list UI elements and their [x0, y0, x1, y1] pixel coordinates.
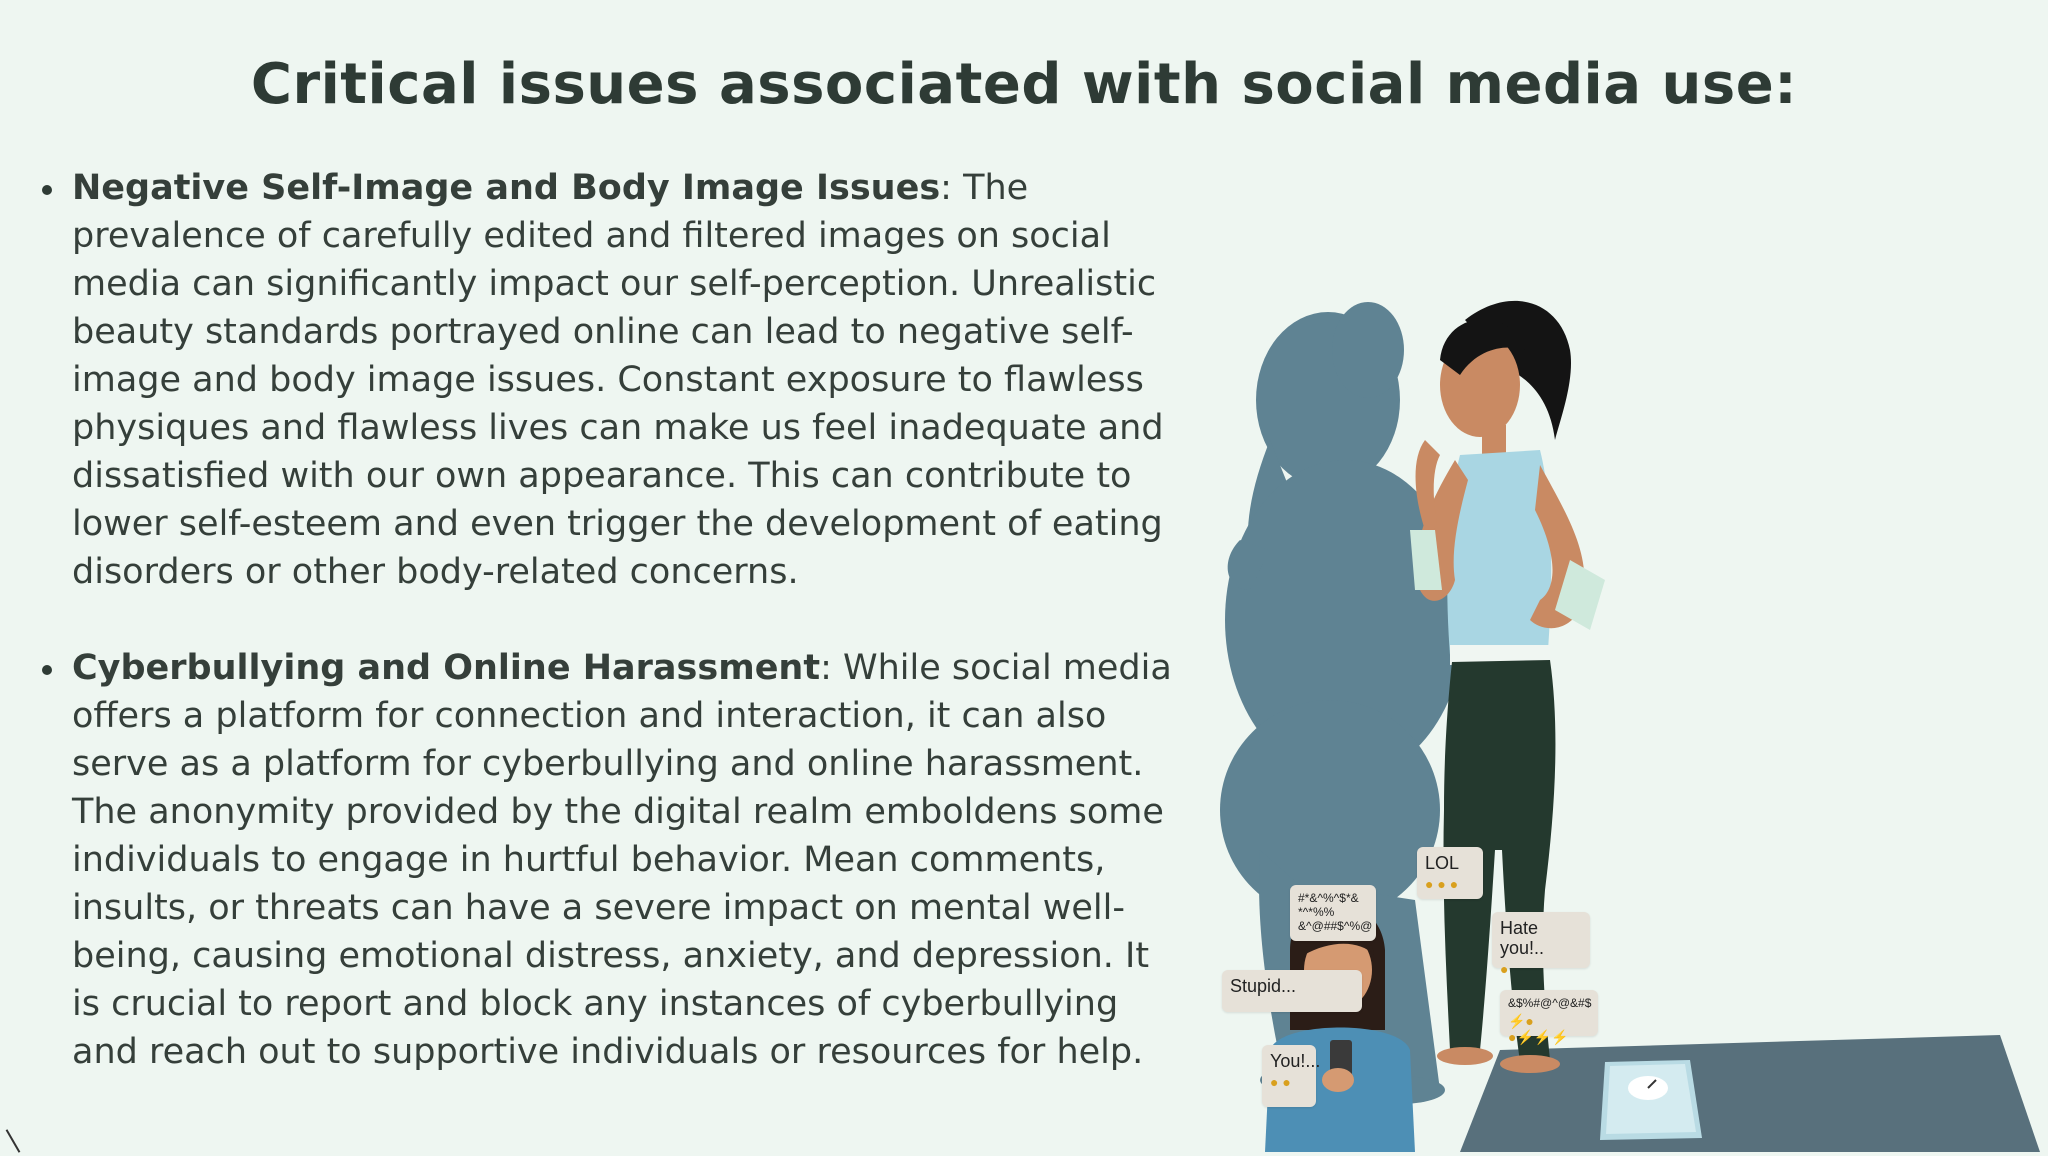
bullet-heading: Negative Self-Image and Body Image Issues	[72, 168, 941, 208]
chat-text: &$%#@^@&#$	[1508, 996, 1592, 1010]
chat-text: Hate you!..	[1500, 918, 1545, 958]
slide-title: Critical issues associated with social media use:	[250, 52, 1798, 117]
chat-bubble-lol	[1417, 847, 1483, 899]
bullet-body: : The prevalence of carefully edited and filtered images on social media can significantly impact our self-perception. Unrealistic beauty standards portrayed online can lead to negative self-image and body image issues. Constant exposure to flawless physiques and flawless lives can make us feel inadequate and dissatisfied with our own appearance. This can contribute to lower self-esteem and even trigger the development of eating disorders or other body-related concerns.	[72, 168, 1164, 592]
emoji-icon: ● ●	[1270, 1074, 1291, 1090]
body-image-illustration	[1210, 290, 2040, 1152]
bullet-list	[38, 164, 1188, 1124]
chat-bubble-hate	[1492, 912, 1590, 977]
bullet-item-cyberbullying	[38, 644, 1188, 1076]
bullet-heading: Cyberbullying and Online Harassment	[72, 648, 821, 688]
emoji-icon: ●	[1500, 961, 1509, 977]
bullet-dot	[42, 185, 52, 195]
bullet-body: : While social media offers a platform for connection and interaction, it can also serve as a platform for cyberbullying and online harassment. The anonymity provided by the digital realm emboldens some individuals to engage in hurtful behavior. Mean comments, insults, or threats can have a severe impact on mental well-being, causing emotional distress, anxiety, and depression. It is crucial to report and block any instances of cyberbullying and reach out to supportive individuals or resources for help.	[72, 648, 1172, 1072]
chat-text: You!...	[1270, 1051, 1321, 1071]
chat-bubble-stupid	[1222, 970, 1362, 1012]
chat-bubble-symbols	[1290, 885, 1376, 941]
chat-bubble-you	[1262, 1045, 1321, 1107]
emoji-icon: ● ● ●	[1425, 876, 1459, 892]
emoji-icon: ⚡● ●⚡⚡⚡	[1508, 1013, 1569, 1045]
chat-text: #*&^%^$*& *^*%% &^@##$^%@	[1298, 891, 1373, 933]
chat-text: Stupid...	[1230, 976, 1297, 996]
chat-text: LOL	[1425, 853, 1460, 873]
corner-mark	[6, 1129, 21, 1153]
bullet-dot	[42, 665, 52, 675]
bullet-item-body-image	[38, 164, 1188, 596]
illustration	[1210, 290, 2040, 1152]
scale-icon	[1600, 1060, 1702, 1140]
chat-bubble-symbols-2	[1500, 990, 1598, 1045]
